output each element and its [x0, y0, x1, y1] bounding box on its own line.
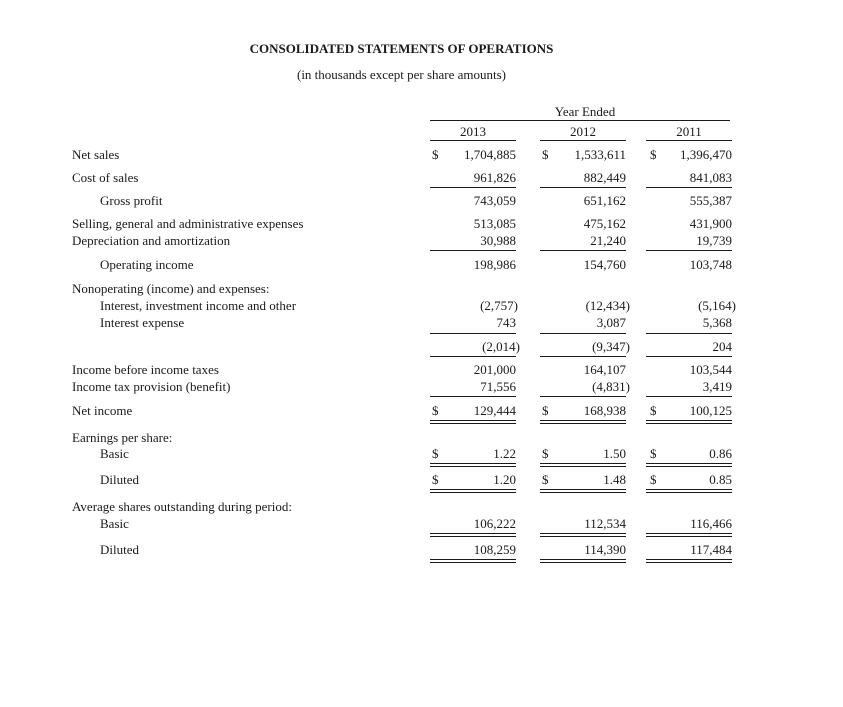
subtotal-rule	[430, 250, 516, 251]
value-cell: 168,938	[583, 403, 626, 418]
total-rule	[430, 420, 516, 421]
currency-symbol: $	[542, 472, 549, 487]
total-rule	[646, 463, 732, 464]
currency-symbol: $	[542, 403, 549, 418]
total-rule	[430, 536, 516, 537]
subtotal-rule	[540, 356, 626, 357]
subtotal-rule	[540, 250, 626, 251]
value-cell: 841,083	[689, 170, 732, 185]
currency-symbol: $	[650, 472, 657, 487]
total-rule	[540, 463, 626, 464]
row-label-sga: Selling, general and administrative expenses	[72, 216, 304, 231]
total-rule	[646, 562, 732, 563]
currency-symbol: $	[432, 147, 439, 162]
value-cell: 154,760	[583, 257, 626, 272]
value-cell: 100,125	[689, 403, 732, 418]
row-label-depreciation: Depreciation and amortization	[72, 233, 231, 248]
value-cell: (5,164)	[698, 298, 736, 313]
value-cell: 0.86	[709, 446, 732, 461]
value-cell: 651,162	[583, 193, 626, 208]
value-cell: (9,347)	[592, 339, 630, 354]
row-label-cost-of-sales: Cost of sales	[72, 170, 139, 185]
total-rule	[430, 492, 516, 493]
value-cell: 961,826	[473, 170, 516, 185]
row-label-shares-basic: Basic	[100, 516, 129, 531]
value-cell: 129,444	[473, 403, 516, 418]
subtotal-rule	[646, 250, 732, 251]
currency-symbol: $	[542, 147, 549, 162]
total-rule	[646, 492, 732, 493]
value-cell: 555,387	[689, 193, 732, 208]
year-2011: 2011	[676, 124, 702, 139]
total-rule	[540, 423, 626, 424]
value-cell: 1.48	[603, 472, 626, 487]
total-rule	[646, 420, 732, 421]
value-cell: 1.22	[493, 446, 516, 461]
subtotal-rule	[646, 187, 732, 188]
total-rule	[646, 466, 732, 467]
section-label-nonoperating: Nonoperating (income) and expenses:	[72, 281, 270, 296]
value-cell: (2,757)	[480, 298, 518, 313]
row-label-tax-provision: Income tax provision (benefit)	[72, 379, 231, 394]
value-cell: 108,259	[473, 542, 516, 557]
total-rule	[540, 466, 626, 467]
year-2013: 2013	[460, 124, 486, 139]
value-cell: 743	[496, 315, 516, 330]
value-cell: 204	[712, 339, 732, 354]
row-label-eps-basic: Basic	[100, 446, 129, 461]
currency-symbol: $	[650, 147, 657, 162]
subtotal-rule	[540, 187, 626, 188]
year-2012: 2012	[570, 124, 596, 139]
total-rule	[540, 559, 626, 560]
total-rule	[430, 423, 516, 424]
value-cell: 475,162	[583, 216, 626, 231]
value-cell: 431,900	[689, 216, 732, 231]
row-label-gross-profit: Gross profit	[100, 193, 163, 208]
total-rule	[540, 562, 626, 563]
row-label-interest-expense: Interest expense	[100, 315, 185, 330]
value-cell: 114,390	[584, 542, 626, 557]
subtotal-rule	[646, 333, 732, 334]
value-cell: 1,533,611	[574, 147, 626, 162]
section-label-eps: Earnings per share:	[72, 430, 173, 445]
value-cell: 198,986	[473, 257, 516, 272]
value-cell: 1.50	[603, 446, 626, 461]
row-label-operating-income: Operating income	[100, 257, 194, 272]
value-cell: (12,434)	[585, 298, 630, 313]
year-rule-2012	[540, 140, 626, 141]
total-rule	[430, 466, 516, 467]
value-cell: 103,748	[689, 257, 732, 272]
currency-symbol: $	[650, 403, 657, 418]
total-rule	[646, 489, 732, 490]
total-rule	[646, 559, 732, 560]
value-cell: 3,087	[596, 315, 626, 330]
subtotal-rule	[646, 356, 732, 357]
currency-symbol: $	[650, 446, 657, 461]
total-rule	[646, 423, 732, 424]
value-cell: 117,484	[690, 542, 732, 557]
total-rule	[430, 533, 516, 534]
value-cell: 1.20	[493, 472, 516, 487]
total-rule	[540, 420, 626, 421]
row-label-eps-diluted: Diluted	[100, 472, 139, 487]
currency-symbol: $	[432, 446, 439, 461]
total-rule	[540, 489, 626, 490]
value-cell: 1,396,470	[680, 147, 732, 162]
row-label-shares-diluted: Diluted	[100, 542, 139, 557]
year-rule-2013	[430, 140, 516, 141]
subtotal-rule	[540, 333, 626, 334]
total-rule	[430, 463, 516, 464]
period-header-rule	[430, 120, 730, 121]
value-cell: 71,556	[480, 379, 516, 394]
row-label-net-sales: Net sales	[72, 147, 120, 162]
subtotal-rule	[430, 396, 516, 397]
value-cell: 19,739	[696, 233, 732, 248]
total-rule	[430, 559, 516, 560]
section-label-avg-shares: Average shares outstanding during period:	[72, 499, 292, 514]
subtotal-rule	[646, 396, 732, 397]
statement-title: CONSOLIDATED STATEMENTS OF OPERATIONS	[249, 41, 554, 56]
total-rule	[540, 492, 626, 493]
value-cell: (2,014)	[482, 339, 520, 354]
total-rule	[540, 536, 626, 537]
value-cell: 513,085	[473, 216, 516, 231]
value-cell: 103,544	[689, 362, 732, 377]
value-cell: 112,534	[584, 516, 626, 531]
value-cell: 882,449	[583, 170, 626, 185]
value-cell: 106,222	[473, 516, 516, 531]
total-rule	[646, 536, 732, 537]
subtotal-rule	[430, 356, 516, 357]
subtotal-rule	[430, 187, 516, 188]
subtotal-rule	[540, 396, 626, 397]
total-rule	[430, 489, 516, 490]
row-label-income-before-taxes: Income before income taxes	[72, 362, 219, 377]
value-cell: 30,988	[480, 233, 516, 248]
period-header: Year Ended	[554, 104, 616, 119]
currency-symbol: $	[432, 403, 439, 418]
total-rule	[430, 562, 516, 563]
value-cell: (4,831)	[592, 379, 630, 394]
value-cell: 201,000	[473, 362, 516, 377]
total-rule	[540, 533, 626, 534]
value-cell: 3,419	[702, 379, 732, 394]
value-cell: 164,107	[583, 362, 626, 377]
value-cell: 1,704,885	[464, 147, 516, 162]
value-cell: 116,466	[690, 516, 732, 531]
currency-symbol: $	[432, 472, 439, 487]
value-cell: 743,059	[473, 193, 516, 208]
total-rule	[646, 533, 732, 534]
row-label-net-income: Net income	[72, 403, 133, 418]
value-cell: 0.85	[709, 472, 732, 487]
value-cell: 21,240	[590, 233, 626, 248]
year-rule-2011	[646, 140, 732, 141]
subtotal-rule	[430, 333, 516, 334]
statement-subtitle: (in thousands except per share amounts)	[296, 67, 507, 82]
value-cell: 5,368	[702, 315, 732, 330]
currency-symbol: $	[542, 446, 549, 461]
row-label-interest-investment: Interest, investment income and other	[100, 298, 297, 313]
